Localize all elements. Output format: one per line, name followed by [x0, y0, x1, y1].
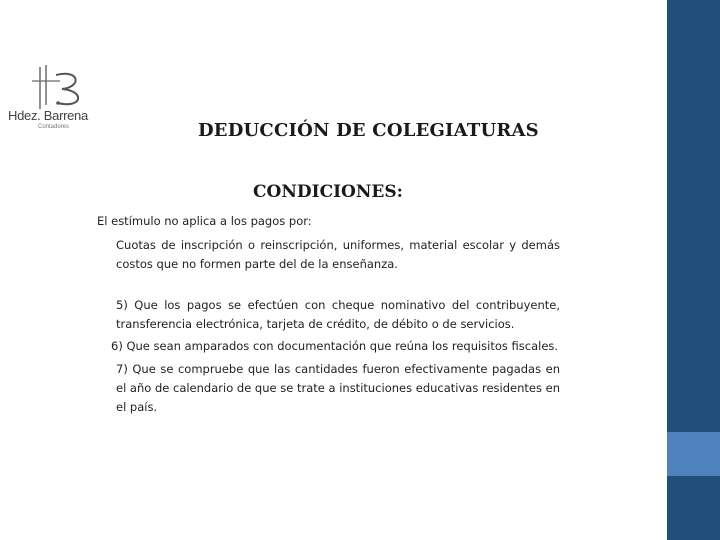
- slide-subtitle: CONDICIONES:: [253, 182, 403, 202]
- logo-name: Hdez. Barrena: [8, 108, 88, 123]
- condition-item: 7) Que se compruebe que las cantidades fueron efectivamente pagadas en el año de calendario de que se trate a instituciones educativas residentes en el país.: [116, 362, 560, 414]
- sidebar-band-bottom: [667, 476, 720, 540]
- condition-item: 6) Que sean amparados con documentación que reúna los requisitos fiscales.: [111, 339, 559, 353]
- slide-title: DEDUCCIÓN DE COLEGIATURAS: [198, 120, 539, 141]
- condition-item: Cuotas de inscripción o reinscripción, uniformes, material escolar y demás costos que no formen parte del de la enseñanza.: [116, 238, 560, 271]
- intro-text: El estímulo no aplica a los pagos por:: [97, 214, 312, 228]
- logo-subtitle: Contadores: [38, 124, 70, 130]
- sidebar-band-top: [667, 0, 720, 432]
- condition-item: 5) Que los pagos se efectúen con cheque nominativo del contribuyente, transferencia electrónica, tarjeta de crédito, de débito o de servicios.: [116, 298, 560, 331]
- sidebar-band-accent: [667, 432, 720, 476]
